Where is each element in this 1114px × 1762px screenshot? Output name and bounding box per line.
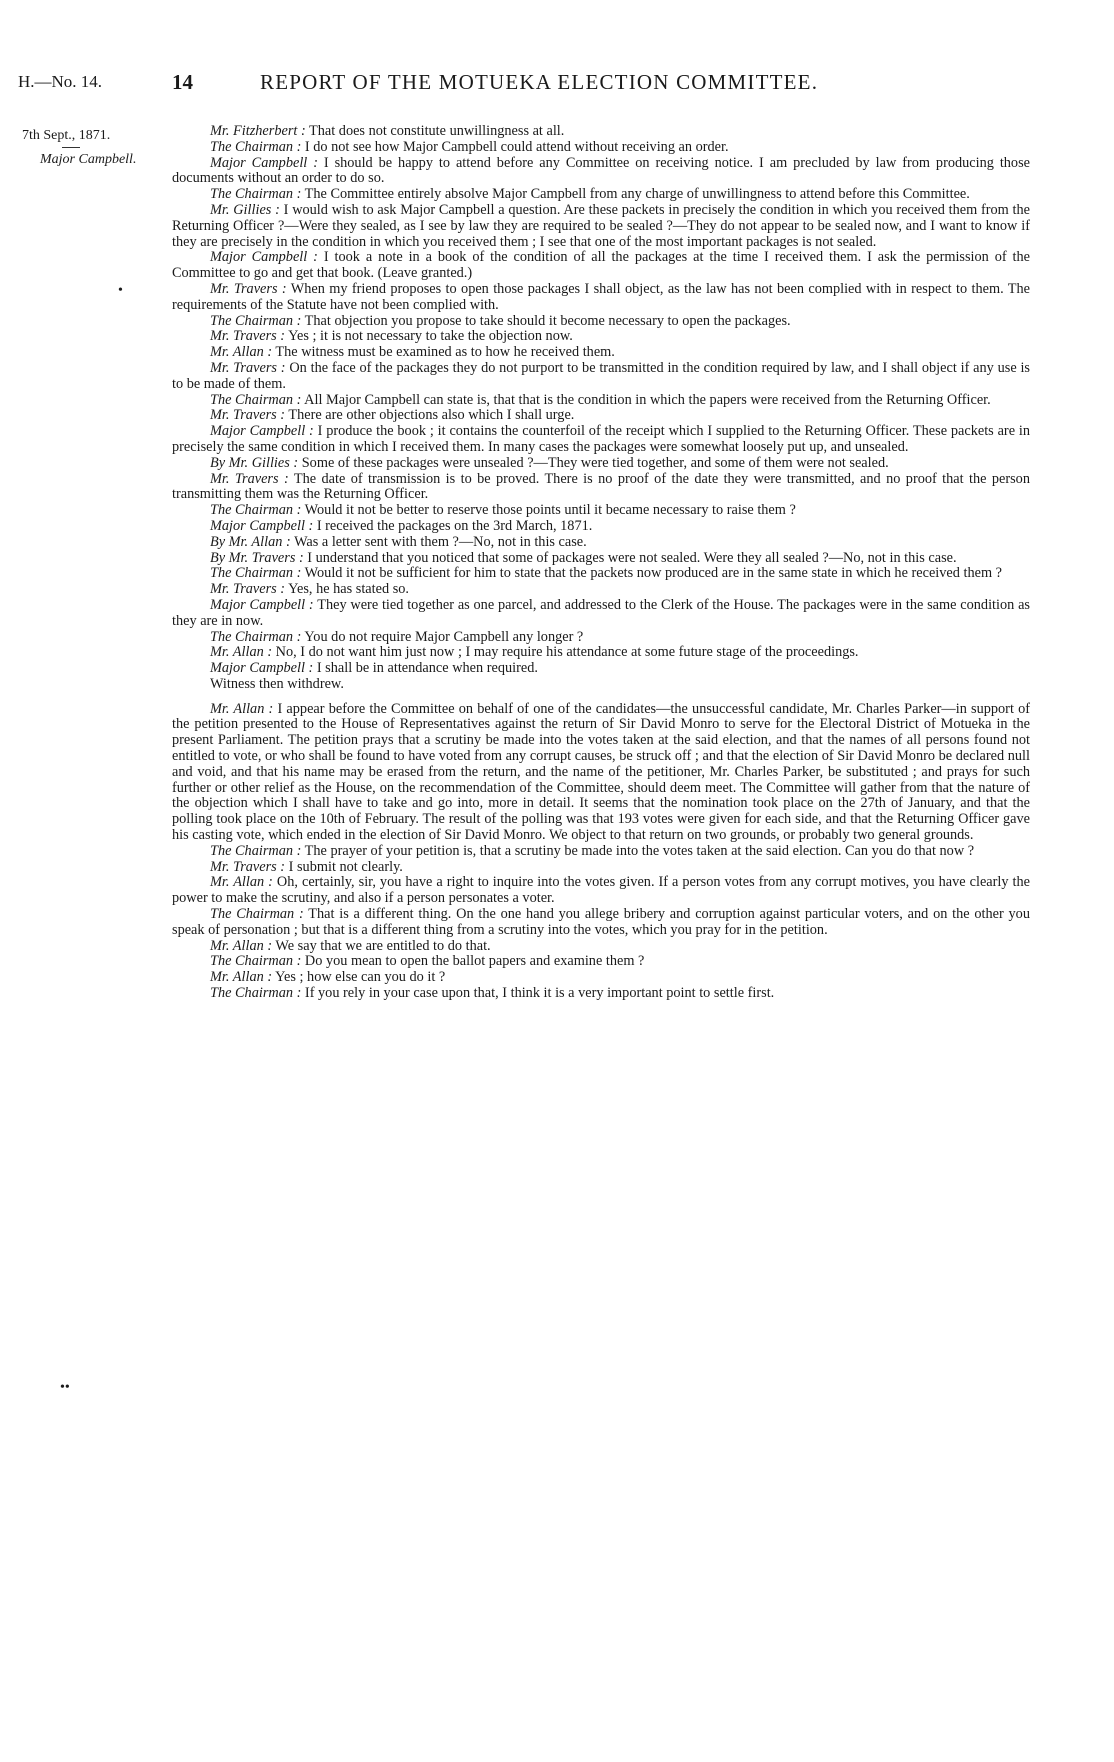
paragraph-text: I should be happy to attend before any Committee on receiving notice. I am precluded by law from producing those documents without an order to do so. — [172, 154, 1030, 187]
paragraph — [172, 472, 1030, 504]
paragraph — [172, 582, 1030, 598]
paragraph — [172, 361, 1030, 393]
paragraph-text: Was a letter sent with them ?—No, not in this case. — [290, 533, 587, 550]
paragraph — [172, 598, 1030, 630]
speaker: Major Campbell : — [210, 660, 314, 677]
paragraph-text: That is a different thing. On the one hand you allege bribery and corruption against particular voters, and on the other you speak of personation ; but that is a different thing from a scrutiny into the votes, which you pray for in the petition. — [172, 906, 1030, 938]
speaker: Mr. Allan : — [210, 874, 273, 891]
speaker: Major Campbell : — [210, 596, 314, 613]
paragraph-text: You do not require Major Campbell any longer ? — [301, 628, 584, 645]
speaker: The Chairman : — [210, 628, 302, 645]
speaker: The Chairman : — [210, 565, 302, 582]
speaker: Mr. Gillies : — [210, 201, 280, 218]
paragraph-text: Oh, certainly, sir, you have a right to inquire into the votes given. If a person votes from any corrupt motives, you have clearly the power to make the scrutiny, and also if a person personates a voter. — [172, 874, 1030, 907]
page-number: 14 — [172, 70, 193, 94]
speaker: Mr. Allan : — [210, 969, 273, 986]
paragraph-text: I submit not clearly. — [285, 858, 403, 875]
paragraph-text: There are other objections also which I shall urge. — [285, 407, 575, 424]
paragraph — [172, 986, 1030, 1002]
speaker: The Chairman : — [210, 985, 302, 1002]
transcript-body — [172, 124, 1030, 1002]
speaker: Mr. Travers : — [210, 328, 286, 345]
paragraph-text: When my friend proposes to open those packages I shall object, as the law has not been complied with in respect to them. The requirements of the Statute have not been complied with. — [172, 280, 1030, 313]
speaker: By Mr. Travers : — [210, 549, 304, 566]
paragraph — [172, 702, 1030, 844]
page-title: REPORT OF THE MOTUEKA ELECTION COMMITTEE. — [260, 70, 819, 94]
paragraph — [172, 250, 1030, 282]
paragraph-text: I would wish to ask Major Campbell a question. Are these packets in precisely the condition in which you received them from the Returning Officer ?—Were they sealed, as I see by law they are required to be sealed ?—They do not appear to be sealed now, and I want to know if they are precisely in the condition in which you received them ; I see that one of the most important packages is not sealed. — [172, 201, 1030, 250]
speaker: Mr. Allan : — [210, 344, 273, 361]
paragraph-text: That does not constitute unwillingness at all. — [305, 123, 565, 139]
paragraph — [172, 535, 1030, 551]
speaker: Mr. Travers : — [210, 470, 289, 487]
speaker: The Chairman : — [210, 906, 304, 923]
speaker: Major Campbell : — [210, 423, 314, 440]
paragraph-text: I shall be in attendance when required. — [313, 660, 538, 677]
ink-mark: •• — [60, 1380, 70, 1395]
paragraph-text: Yes ; how else can you do it ? — [272, 969, 446, 986]
paragraph-text: The witness must be examined as to how he received them. — [272, 344, 615, 361]
speaker: Mr. Travers : — [210, 858, 286, 875]
paragraph-text: Witness then withdrew. — [210, 675, 344, 692]
paragraph-text: I understand that you noticed that some of packages were not sealed. Were they all sealed ?—No, not in this case. — [303, 549, 957, 566]
paragraph-text: Yes ; it is not necessary to take the objection now. — [285, 328, 573, 345]
paragraph-text: No, I do not want him just now ; I may require his attendance at some future stage of the proceedings. — [272, 644, 859, 661]
paragraph-text: Some of these packages were unsealed ?—They were tied together, and some of them were not sealed. — [298, 454, 889, 471]
paragraph-text: Do you mean to open the ballot papers and examine them ? — [301, 953, 645, 970]
speaker: Mr. Travers : — [210, 280, 287, 297]
paragraph — [172, 124, 1030, 140]
margin-divider — [62, 147, 80, 148]
paragraph — [172, 519, 1030, 535]
paragraph — [172, 187, 1030, 203]
speaker: The Chairman : — [210, 391, 302, 408]
paragraph — [172, 408, 1030, 424]
speaker: The Chairman : — [210, 842, 302, 859]
paragraph-text: We say that we are entitled to do that. — [272, 937, 491, 954]
speaker: The Chairman : — [210, 186, 302, 203]
speaker: Mr. Allan : — [210, 937, 273, 954]
paragraph — [172, 551, 1030, 567]
speaker: Major Campbell : — [210, 249, 318, 266]
speaker: Mr. Allan : — [210, 644, 273, 661]
paragraph-text: The prayer of your petition is, that a scrutiny be made into the votes taken at the said election. Can you do that now ? — [301, 842, 975, 859]
paragraph — [172, 203, 1030, 250]
witness-withdrew — [172, 677, 1030, 693]
paragraph-text: That objection you propose to take should it become necessary to open the packages. — [301, 312, 791, 329]
paragraph — [172, 860, 1030, 876]
page-header — [18, 70, 1048, 100]
speaker: By Mr. Allan : — [210, 533, 291, 550]
paragraph — [172, 156, 1030, 188]
paragraph-text: All Major Campbell can state is, that that is the condition in which the papers were received from the Returning Officer. — [301, 391, 991, 408]
speaker: Major Campbell : — [210, 517, 314, 534]
paragraph-text: The Committee entirely absolve Major Campbell from any charge of unwillingness to attend before this Committee. — [301, 186, 970, 203]
paragraph — [172, 282, 1030, 314]
speaker: Mr. Travers : — [210, 581, 286, 598]
paragraph-text: Yes, he has stated so. — [285, 581, 409, 598]
paragraph — [172, 907, 1030, 939]
speaker: Mr. Allan : — [210, 700, 274, 717]
speaker: Mr. Travers : — [210, 407, 286, 424]
paragraph-text: On the face of the packages they do not purport to be transmitted in the condition required by law, and I shall object if any use is to be made of them. — [172, 359, 1030, 392]
bullet-mark: • — [118, 283, 123, 298]
paragraph — [172, 630, 1030, 646]
margin-date: 7th Sept., 1871. — [22, 128, 111, 143]
paragraph-text: I appear before the Committee on behalf of one of the candidates—the unsuccessful candidate, Mr. Charles Parker—in support of the petition presented to the House of Representatives against the return of Sir David Monro to serve for the Electoral District of Motueka in the present Parliament. The petition prays that a scrutiny be made into the votes taken at the said election, and that the names of all persons found not entitled to vote, or who shall be found to have voted from any corrupt causes, be struck off ; and that the election of Sir David Monro be declared null and void, and that his name may be erased from the return, and the name of the petitioner, Mr. Charles Parker, be substituted ; and prays for such further or other relief as the House, on the recommendation of the Committee, should deem meet. The Committee will gather from that the nature of the objection which I shall have to take and go into, more in detail. It seems that the nomination took place on the 27th of January, and that the polling took place on the 10th of February. The result of the polling was that 193 votes were given for each side, and that the Returning Officer gave his casting vote, which ended in the election of Sir David Monro. We object to that return on two grounds, or probably two general grounds. — [172, 700, 1031, 844]
paragraph — [172, 875, 1030, 907]
paragraph-text: I produce the book ; it contains the counterfoil of the receipt which I supplied to the Returning Officer. These packets are in precisely the same condition in which I received them. In many cases the packages were somewhat loosely put up, and unsealed. — [172, 423, 1031, 455]
paragraph-text: They were tied together as one parcel, and addressed to the Clerk of the House. The packages were in the same condition as they are in now. — [172, 596, 1030, 629]
paragraph — [172, 954, 1030, 970]
speaker: The Chairman : — [210, 138, 302, 155]
paragraph — [172, 424, 1030, 456]
paragraph — [172, 566, 1030, 582]
paragraph — [172, 314, 1030, 330]
paragraph — [172, 844, 1030, 860]
paragraph-text: If you rely in your case upon that, I think it is a very important point to settle first. — [301, 985, 775, 1002]
paragraph — [172, 970, 1030, 986]
margin-witness: Major Campbell. — [40, 152, 137, 167]
speaker: The Chairman : — [210, 312, 302, 329]
paragraph-text: I do not see how Major Campbell could attend without receiving an order. — [301, 138, 729, 155]
paragraph — [172, 503, 1030, 519]
paragraph-text: Would it not be better to reserve those points until it became necessary to raise them ? — [301, 502, 796, 519]
speaker: The Chairman : — [210, 502, 302, 519]
paragraph — [172, 393, 1030, 409]
paragraph — [172, 456, 1030, 472]
paragraph — [172, 939, 1030, 955]
paragraph — [172, 345, 1030, 361]
paragraph-text: I took a note in a book of the condition of all the packages at the time I received them. I ask the permission of the Committee to go and get that book. (Leave granted.) — [172, 249, 1031, 282]
paragraph — [172, 661, 1030, 677]
speaker: Mr. Fitzherbert : — [210, 123, 306, 139]
speaker: By Mr. Gillies : — [210, 454, 299, 471]
margin-notes — [22, 126, 172, 169]
paragraph-text: The date of transmission is to be proved. There is no proof of the date they were transmitted, and no proof that the person transmitting them was the Returning Officer. — [172, 470, 1030, 503]
speaker: Mr. Travers : — [210, 359, 286, 376]
paragraph-text: I received the packages on the 3rd March, 1871. — [313, 517, 593, 534]
speaker: The Chairman : — [210, 953, 302, 970]
paragraph — [172, 645, 1030, 661]
paragraph — [172, 329, 1030, 345]
paragraph — [172, 140, 1030, 156]
paper-reference: H.—No. 14. — [18, 72, 103, 91]
paragraph-text: Would it not be sufficient for him to state that the packets now produced are in the same state in which he received them ? — [301, 565, 1002, 582]
speaker: Major Campbell : — [210, 154, 318, 171]
